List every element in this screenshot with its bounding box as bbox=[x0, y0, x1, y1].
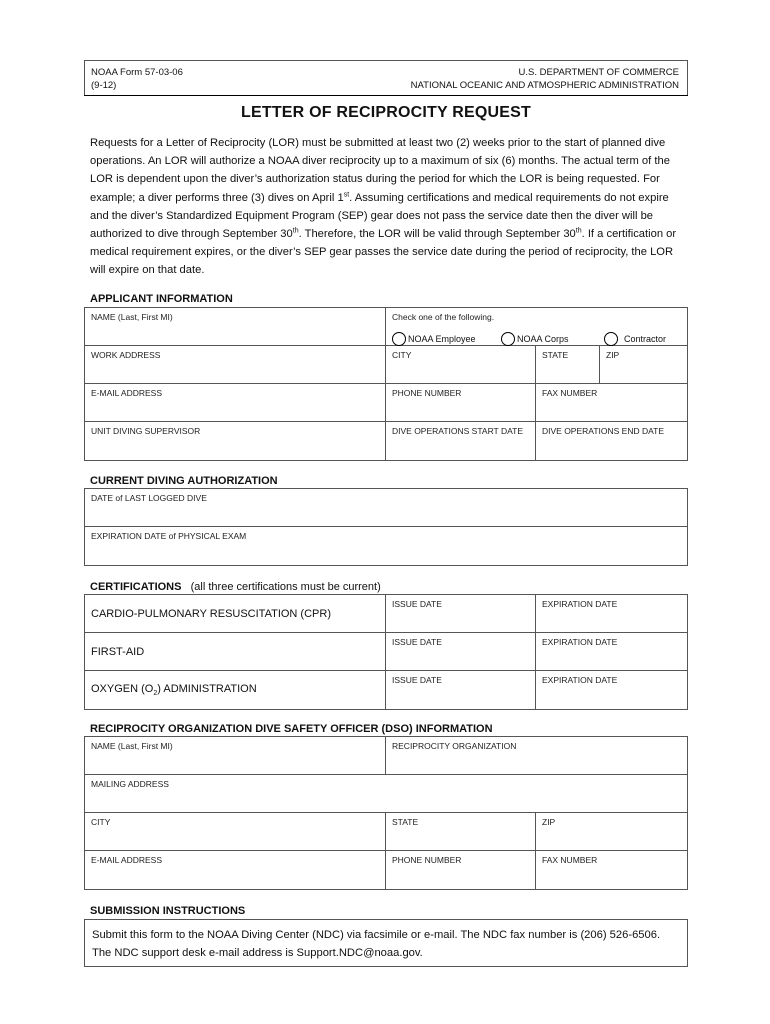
cpr-expiration-field[interactable] bbox=[536, 595, 688, 633]
form-id bbox=[91, 66, 183, 92]
issue-date-label: ISSUE DATE bbox=[392, 636, 442, 647]
dso-phone-field[interactable] bbox=[386, 851, 536, 889]
oxygen-sub: 2 bbox=[153, 689, 158, 697]
start-date-label: DIVE OPERATIONS START DATE bbox=[392, 425, 523, 436]
end-date-label: DIVE OPERATIONS END DATE bbox=[542, 425, 665, 436]
first-aid-issue-field[interactable] bbox=[386, 633, 536, 671]
dso-zip-field[interactable] bbox=[536, 813, 688, 851]
issue-date-label: ISSUE DATE bbox=[392, 674, 442, 685]
start-date-field[interactable] bbox=[386, 422, 536, 460]
form-header bbox=[84, 60, 688, 95]
expiration-date-label: EXPIRATION DATE bbox=[542, 636, 618, 647]
dso-state-field[interactable] bbox=[386, 813, 536, 851]
radio-noaa-employee[interactable] bbox=[392, 332, 476, 346]
work-address-label: WORK ADDRESS bbox=[91, 349, 161, 360]
mailing-address-label: MAILING ADDRESS bbox=[91, 778, 169, 789]
first-aid-row bbox=[85, 633, 386, 671]
zip-label: ZIP bbox=[606, 349, 620, 360]
employment-type bbox=[386, 308, 688, 346]
submission-line-1: Submit this form to the NOAA Diving Center (NDC) via facsimile or e-mail. The NDC fax number is (206) 526-6506. bbox=[92, 928, 661, 941]
work-address-field[interactable] bbox=[85, 346, 386, 384]
state-label: STATE bbox=[542, 349, 569, 360]
dso-grid bbox=[84, 736, 688, 890]
dso-state-label: STATE bbox=[392, 816, 419, 827]
dso-zip-label: ZIP bbox=[542, 816, 556, 827]
radio-label: NOAA Corps bbox=[517, 333, 569, 344]
intro-part-1: Requests for a Letter of Reciprocity (LOR) must be submitted at least two (2) weeks prior to the start of planned dive operations. An LOR will authorize a NOAA diver reciprocity up to a maximum of six (6) months. The actual term of the LOR is dependent upon the diver’s authorization status during the period for which the LOR is being requested. For example; a diver performs three (3) dives on April 1 bbox=[90, 137, 670, 204]
radio-noaa-corps[interactable] bbox=[501, 332, 569, 346]
city-label: CITY bbox=[392, 349, 412, 360]
authorization-grid bbox=[84, 488, 688, 566]
check-one-label: Check one of the following. bbox=[392, 311, 495, 322]
submission-line-2: The NDC support desk e-mail address is Support.NDC@noaa.gov. bbox=[92, 946, 423, 959]
dso-fax-label: FAX NUMBER bbox=[542, 854, 598, 865]
administration: NATIONAL OCEANIC AND ATMOSPHERIC ADMINISTRATION bbox=[410, 80, 679, 91]
radio-label: NOAA Employee bbox=[408, 333, 476, 344]
dso-fax-field[interactable] bbox=[536, 851, 688, 889]
form-number: NOAA Form 57-03-06 bbox=[91, 67, 183, 78]
radio-contractor[interactable] bbox=[604, 332, 666, 346]
phone-label: PHONE NUMBER bbox=[392, 387, 462, 398]
page-title: LETTER OF RECIPROCITY REQUEST bbox=[241, 104, 531, 121]
radio-circle-icon bbox=[604, 332, 618, 346]
certifications-heading bbox=[90, 581, 688, 593]
issue-date-label: ISSUE DATE bbox=[392, 598, 442, 609]
supervisor-field[interactable] bbox=[85, 422, 386, 460]
oxygen-expiration-field[interactable] bbox=[536, 671, 688, 709]
intro-sup-3: th bbox=[575, 227, 582, 235]
header-divider bbox=[84, 95, 688, 96]
submission-box bbox=[84, 919, 688, 967]
intro-paragraph bbox=[90, 134, 680, 280]
oxygen-row bbox=[85, 671, 386, 709]
submission-heading: SUBMISSION INSTRUCTIONS bbox=[90, 904, 246, 917]
city-field[interactable] bbox=[386, 346, 536, 384]
mailing-address-field[interactable] bbox=[85, 775, 688, 813]
oxygen-label bbox=[91, 683, 257, 697]
dso-email-field[interactable] bbox=[85, 851, 386, 889]
cpr-row bbox=[85, 595, 386, 633]
dso-phone-label: PHONE NUMBER bbox=[392, 854, 462, 865]
first-aid-label: FIRST-AID bbox=[91, 645, 145, 658]
organization-label: RECIPROCITY ORGANIZATION bbox=[392, 740, 517, 751]
zip-field[interactable] bbox=[600, 346, 688, 384]
intro-part-4: . If a certification or medical requirement expires, or the diver’s SEP gear passes the service date during the period of reciprocity, the LOR will expire on that date. bbox=[90, 228, 677, 277]
dso-heading: RECIPROCITY ORGANIZATION DIVE SAFETY OFFICER (DSO) INFORMATION bbox=[90, 722, 493, 735]
intro-part-3: . Therefore, the LOR will be valid through September 30 bbox=[298, 228, 576, 241]
applicant-name-field[interactable] bbox=[85, 308, 386, 346]
physical-exam-label: EXPIRATION DATE of PHYSICAL EXAM bbox=[91, 530, 247, 541]
state-field[interactable] bbox=[536, 346, 600, 384]
certifications-title: CERTIFICATIONS bbox=[90, 580, 182, 593]
applicant-heading: APPLICANT INFORMATION bbox=[90, 292, 233, 305]
certifications-note: (all three certifications must be current) bbox=[190, 580, 381, 593]
physical-exam-field[interactable] bbox=[85, 527, 688, 565]
radio-circle-icon bbox=[392, 332, 406, 346]
applicant-name-label: NAME (Last, First MI) bbox=[91, 311, 173, 322]
end-date-field[interactable] bbox=[536, 422, 688, 460]
agency bbox=[411, 66, 679, 92]
dso-name-label: NAME (Last, First MI) bbox=[91, 740, 173, 751]
last-dive-field[interactable] bbox=[85, 489, 688, 527]
radio-circle-icon bbox=[501, 332, 515, 346]
oxygen-label-b: ) ADMINISTRATION bbox=[157, 682, 257, 695]
intro-part-2: . Assuming certifications and medical requirements do not expire and the diver’s Standardized Equipment Program (SEP) gear does not pass the service date then the diver will be authorized to dive through September 30 bbox=[90, 191, 669, 241]
form-date: (9-12) bbox=[91, 80, 117, 91]
fax-field[interactable] bbox=[536, 384, 688, 422]
dso-city-label: CITY bbox=[91, 816, 111, 827]
expiration-date-label: EXPIRATION DATE bbox=[542, 674, 618, 685]
fax-label: FAX NUMBER bbox=[542, 387, 598, 398]
supervisor-label: UNIT DIVING SUPERVISOR bbox=[91, 425, 201, 436]
expiration-date-label: EXPIRATION DATE bbox=[542, 598, 618, 609]
email-label: E-MAIL ADDRESS bbox=[91, 387, 163, 398]
phone-field[interactable] bbox=[386, 384, 536, 422]
dso-name-field[interactable] bbox=[85, 737, 386, 775]
certifications-grid bbox=[84, 594, 688, 710]
dso-city-field[interactable] bbox=[85, 813, 386, 851]
oxygen-issue-field[interactable] bbox=[386, 671, 536, 709]
cpr-issue-field[interactable] bbox=[386, 595, 536, 633]
organization-field[interactable] bbox=[386, 737, 688, 775]
cpr-label: CARDIO-PULMONARY RESUSCITATION (CPR) bbox=[91, 607, 331, 620]
radio-label: Contractor bbox=[624, 333, 667, 344]
intro-sup-2: th bbox=[292, 227, 299, 235]
email-field[interactable] bbox=[85, 384, 386, 422]
applicant-grid bbox=[84, 307, 688, 461]
first-aid-expiration-field[interactable] bbox=[536, 633, 688, 671]
intro-sup-1: st bbox=[343, 190, 350, 198]
form-page bbox=[84, 60, 688, 967]
oxygen-label-a: OXYGEN (O bbox=[91, 682, 154, 695]
authorization-heading: CURRENT DIVING AUTHORIZATION bbox=[90, 474, 278, 487]
department: U.S. DEPARTMENT OF COMMERCE bbox=[518, 67, 679, 78]
last-dive-label: DATE of LAST LOGGED DIVE bbox=[91, 492, 207, 503]
dso-email-label: E-MAIL ADDRESS bbox=[91, 854, 163, 865]
